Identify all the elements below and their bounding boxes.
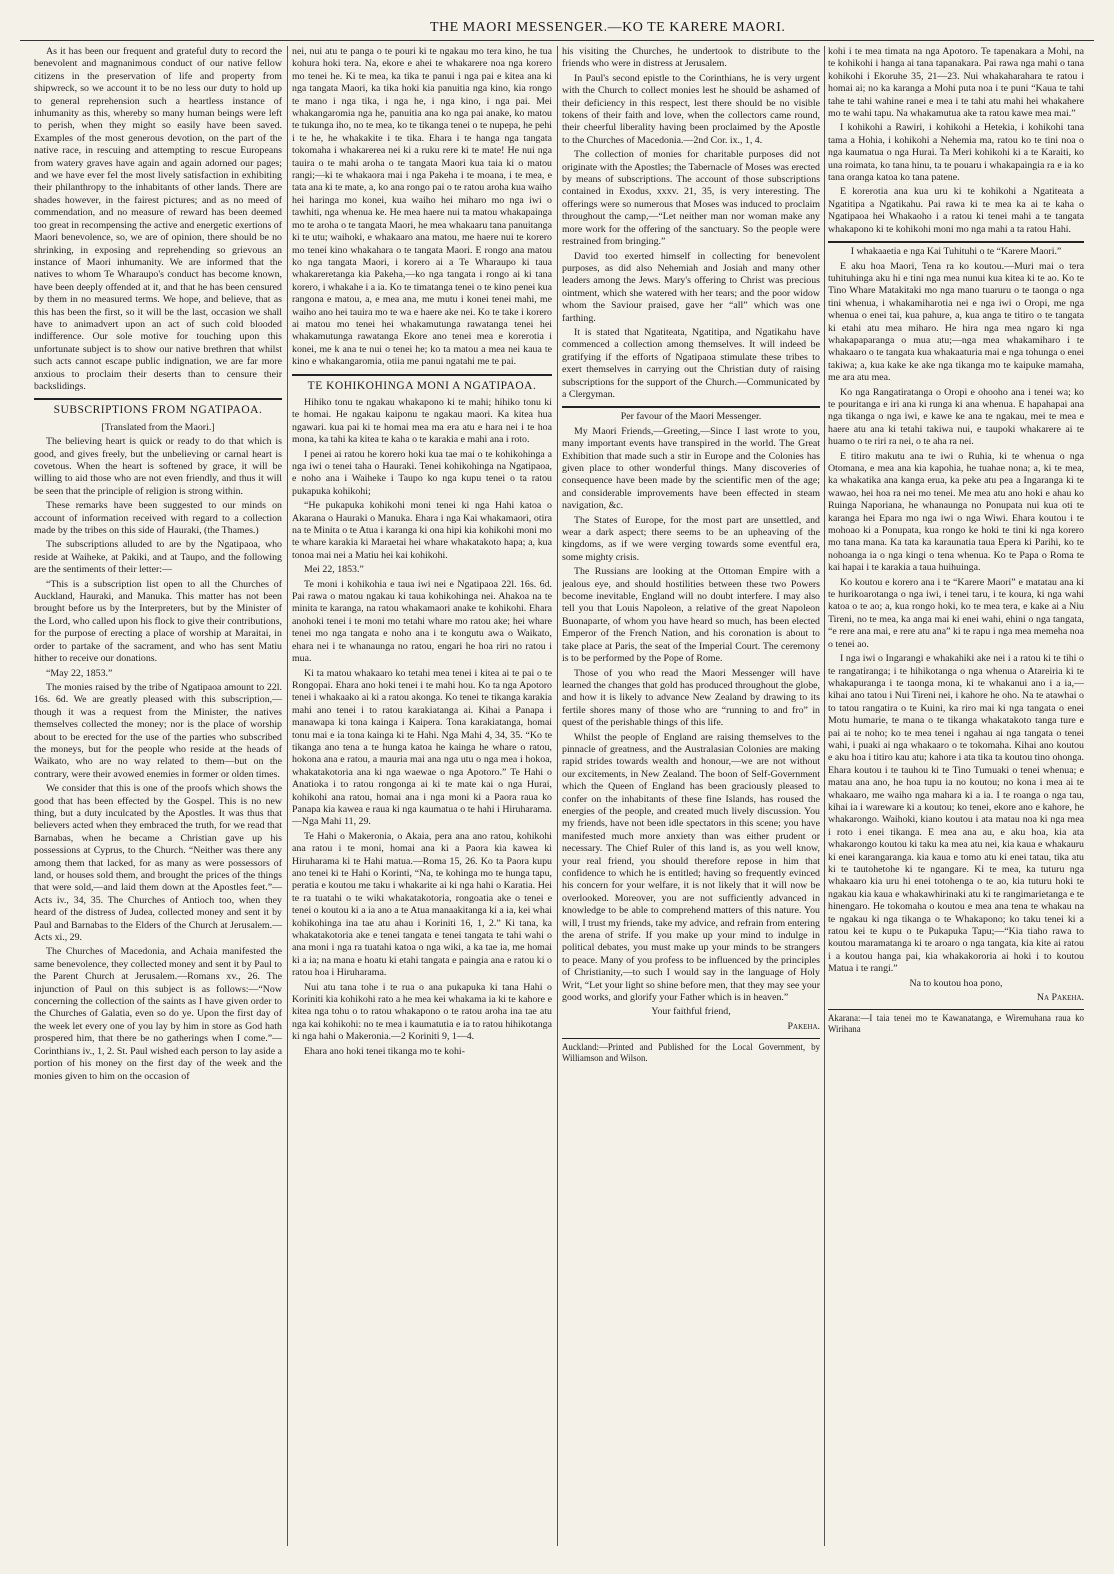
letter-closing: Your faithful friend, <box>651 1006 731 1018</box>
paragraph: The States of Europe, for the most part are unsettled, and wear a dark aspect; there seems to be an upheaving of the kingdoms, as if we were verging towards some eventful era, some mighty crisis. <box>562 514 820 563</box>
paragraph: The believing heart is quick or ready to do that which is good, and gives freely, but the unbelieving or carnal heart is covetous. When the heart is softened by grace, it will be willing to aid those who are not even friendly, and thus it will be seen that the principle of religion is strong within. <box>34 436 282 497</box>
paragraph: Nui atu tana tohe i te rua o ana pukapuka ki tana Hahi o Koriniti kia kohikohi rato a he mea kei whakama ia ki te kahore e kitea nga tohu o to ratou whakapono o te ratou aroha ina tae atu nga kai kohikohi: no te mea i kaumatutia e ia to ratou hihikotanga ki nga hahi o Makeronia.—2 Koriniti 9, 1—4. <box>292 981 552 1043</box>
paragraph: It is stated that Ngatiteata, Ngatitipa, and Ngatikahu have commenced a collection among themselves. It will indeed be gratifying if the efforts of Ngatipaoa stimulate these tribes to exert themselves in carrying out the Christian duty of raising subscriptions for the support of the Church.—Communicated by a Clergyman. <box>562 326 820 400</box>
paragraph: his visiting the Churches, he undertook to distribute to the friends who were in distress at Jerusalem. <box>562 46 820 70</box>
paragraph: The subscriptions alluded to are by the Ngatipaoa, who reside at Waiheke, at Pakiki, and at Taupo, and the following are the sentiments of their letter:— <box>34 539 282 576</box>
column-divider <box>557 46 558 1546</box>
column-4 <box>828 46 1084 1546</box>
quoted-letter: “He pukapuka kohikohi moni tenei ki nga Hahi katoa o Akarana o Hauraki o Manuka. Ehara i nga Kai whakamaori, otira na te Minita o te Atua i karanga ki ona hipi kia kohikohi moni mo te whare karakia ki Maraetai hei whare whakatakoto hapa; a, kua tonoa mai nei a Matiu hei kai kohikohi. <box>292 500 552 561</box>
quoted-letter: “This is a subscription list open to all the Churches of Auckland, Hauraki, and Manuka. This matter has not been brought before us by the Interpreters, but by the Minister of the Lord, who called upon his flock to give their contributions, for the purpose of erecting a place of worship at Maraitai, in order to partake of the sacrament, and who has sent Matiu hither to receive our donations. <box>34 578 282 665</box>
paragraph: As it has been our frequent and grateful duty to record the benevolent and magnanimous conduct of our native fellow citizens in the preservation of life and property from shipwreck, so we account it to be no less our duty to hold up to general reprehension such a heartless instance of inhumanity as this, whereby so many human beings were left to perish, when they might so easily have been saved. Examples of the most generous devotion, on the part of the native race, in rescuing and attempting to rescue Europeans from watery graves have again and again adorned our pages; and we have ever fel the most lively satisfaction in exhibiting their philanthropy to the inhabitants of other lands. There are shades however, in the fairest pictures; and as no meed of commendation, and no measure of reward has been deemed too great in recompensing the active and energetic exertions of Maori benevolence, so, we are of opinion, there should be no shrinking, in exposing and reprehending so grievous an instance of Maori inhumanity. We are informed that the natives to whom Te Wharaupo's conduct has become known, have been deeply offended at it, and that he has been censured by them in no measured terms. We hope, and believe, that as this has been the first, so it will be the last, occasion we shall have to animadvert upon an act of such cold blooded indifference. Our sole motive for touching upon this unfortunate subject is to show our native brethren that whilst such acts cannot escape public indignation, we are far more anxious to proclaim their deserts than to censure their backslidings. <box>34 46 282 392</box>
column-3 <box>562 46 820 1546</box>
paragraph: Te Hahi o Makeronia, o Akaia, pera ana ano ratou, kohikohi ana ratou i te moni, homai ana ki a Paora kia kawea ki Hiruharama ki te Hahi matua.—Roma 15, 26. Ko ta Paora kupu ano tenei ki te Hahi o Korinti, “Na, te kohinga mo te hunga tapu, peratia e koutou me taku i whakarite ai ki nga hahi o Karatia. Hei te ra tuatahi o te wiki whakatakotoria, rongoatia ake o tenei e tenei o koutou ki a ia ano a te Atua manaakitanga ki a ia, kei whai kohikohinga ina tae atu ahau i Koriniti 16, 1, 2.” Ki tana, ka whakatakotoria ake e tenei tangata e tenei tangata te tahi wahi o ana moni i nga ra tuatahi katoa o nga wiki, a ka tae ia, me homai ki a ia; na mana e hoatu ki etahi tangata e paingia ana e ratou ki o ratou hoa i Hiruharama. <box>292 830 552 979</box>
section-rule <box>34 398 282 400</box>
imprint: Auckland:—Printed and Published for the Local Government, by Williamson and Wilson. <box>562 1042 820 1064</box>
column-divider <box>824 46 825 1546</box>
paragraph: I penei ai ratou he korero hoki kua tae mai o te kohikohinga a nga iwi o tenei taha o Hauraki. Tenei kohikohinga na Ngatipaoa, e noho ana i Waiheke i Taupo ko nga kupu tenei o ta ratou pukapuka kohikohi; <box>292 448 552 497</box>
letter-closing: Na to koutou hoa pono, <box>909 977 1003 989</box>
paragraph: These remarks have been suggested to our minds on account of information received with regard to a collection made by the tribes on this side of Hauraki, (the Thames.) <box>34 500 282 537</box>
paragraph: We consider that this is one of the proofs which shows the good that has been effected by the Gospel. This is no new thing, but a duty inculcated by the Apostles. It was thus that believers acted when they embraced the truth, for we read that Barnabas, when he became a Christian gave up his possessions at Cyprus, to the Church. “Neither was there any among them that lacked, for as many as were possessors of land, or houses sold them, and brought the prices of the things that were sold,—and laid them down at the Apostles feet.”—Acts iv., 34, 35. The Churches of Antioch too, when they heard of the distress of Judea, collected money and sent it by Paul and Barnabas to the Elders of the Church at Jerusalem.—Acts xi., 29. <box>34 783 282 944</box>
paragraph: My Maori Friends,—Greeting,—Since I last wrote to you, many important events have transpired in the world. The Great Exhibition that made such a stir in Europe and the Colonies has given place to other wonderful things. Many discoveries of consequence have been made by the scientific men of the age; and considerable improvements have been effected in steam navigation, &c. <box>562 425 820 512</box>
column-2 <box>292 46 552 1546</box>
paragraph: Te moni i kohikohia e taua iwi nei e Ngatipaoa 22l. 16s. 6d. Pai rawa o matou ngakau ki taua kohikohinga nei. Ahakoa na te minita te karanga, na ratou whakamaori anake te kohikohi. Ehara anohoki tenei i te moni mo tetahi whare mo ratou ake; hei whare tenei mo nga tangata e noho ana i te kongutu awa o Waikato, ehara nei i te whanaunga no ratou, engari he hoa riri no ratou i mua. <box>292 578 552 665</box>
paragraph: Whilst the people of England are raising themselves to the pinnacle of greatness, and the Australasian Colonies are making rapid strides towards wealth and honour,—we are not without our excitements, in New Zealand. The boon of Self-Government which the Queen of England has been graciously pleased to confer on the inhabitants of these fine Islands, has roused the energies of the people, and created much lively discussion. You my friends, have not been idle spectators in this scene; you have manifested much more anxiety than was either prudent or necessary. The Chief Ruler of this land is, as you well know, your real friend, you should therefore repose in him that confidence to which he is entitled; having so frequently evinced his concern for your welfare, it is not likely that it will now be overlooked. Moreover, you are not sufficiently advanced in knowledge to be able to comprehend matters of this nature. You will, I trust my friends, take my advice, and refrain from entering the arena of strife. If you make up your mind to indulge in political debates, you must make up your minds to be strangers to peace. Many of you profess to be influenced by the principles of Christianity,—to such I would say in the language of Holy Writ, “Let your light so shine before men, that they may see your good works, and glorify your Father which is in heaven.” <box>562 731 820 1004</box>
signature: Pakeha. <box>787 1020 820 1032</box>
paragraph: I nga iwi o Ingarangi e whakahiki ake nei i a ratou ki te tihi o te rangatiranga; i te hihikotanga o nga whenua o Atareiria ki te whakapuranga i te taonga mona, ki te whakanui ano i a ia,—kihai ano tatou i Nui Tireni nei, i kahore he oho. Na te atawhai o to tatou rangatira o te Kuini, ka riro mai ki nga tangata o enei Motu humarie, te mana o te tikanga whakatakoto tanga ture e pai ai te noho; ko te mea tenei i ngahau ai nga tangata o tenei wahi, i puaki ai nga whakaaro o te tokomaha. Kihai ano koutou e aku hoa i titiro kau atu; kahore i ata tika ta koutou tino ohonga. Ehara koutou i te tauhou ki te Tino Tumuaki o tenei whenua; e matau ana ano, he hoa tupu ia no koutou; no kona i mea ai te whakaaro, me waiho nga mahara ki a ia. I te roanga o nga tau, kihai ia i wareware ki a koutou; ko tenei, ekore ano e kahore, he whakarongo. Waihoki, kiano koutou i ata matau noa ki nga mea i roto i enei tikanga. E mea ana au, e aku hoa, kia ata whakarongo koutou ki taku ka mea atu nei, kia kaua e whakauru ki enei karangaranga. kia kaua e tomo atu ki enei tatau, tika atu ki te tautohetohe ki te ngangare. Ki te mea, ka tuturu nga whakaaro kia uru hi enei totohenga o te ao, kia tuturu hoki te ngakau kia kaua e whakawhirinaki atu ki te rangimarietanga e te hinengaro. He tokomaha o koutou e mea ana tena te whakau na te ngakau ki nga tikanga o te Whakapono; ko taku tenei ki a ratou kei te kupu o te Pukapuka Tapu;—“Kia tiaho rawa to koutou maramatanga ki te aroaro o nga tangata, kia kite ai ratou i a koutou hanga pai, kia whakakororia ai hoki i to koutou Matua i te rangi.” <box>828 653 1084 975</box>
paragraph: E aku hoa Maori, Tena ra ko koutou.—Muri mai o tera tuhituhinga aku hi e tini nga mea nunui kua kitea ki te ao. Ko te Tino Whare Matakitaki mo nga mano tuaruru o te taonga o nga tini whenua, i whakamiharotia nei e nga iwi o Oropi, me nga whenua o enei tai, kua pahure, a, kua anga te titiro o te tangata ki etahi atu mea miharo. He hira nga mea ngaro ki nga whakapaparanga o mua atu;—nga mea whakamiharo i te whakaaro o te tangata kua whakaaturia mai e nga tohunga o enei takiwa; a, kua kake ke ake nga tikanga mo te kaipuke mamaha, me ara atu mea. <box>828 260 1084 384</box>
column-divider <box>287 46 288 1546</box>
paragraph: Ko nga Rangatiratanga o Oropi e ohooho ana i tenei wa; ko te pouritanga e iri ana ki runga ki ana whenua. E hapahapai ana nga tikanga o nga iwi, e kawe ke ana te ngakau, mei te mea e haere atu ana ki tetahi takiwa nui, e taupoki whakarere ai te huamo o te riri ra nei, o te aha ra nei. <box>828 386 1084 448</box>
paragraph: Ki ta matou whakaaro ko tetahi mea tenei i kitea ai te pai o te Rongopai. Ehara ano hoki tenei i te mahi hou. Ko ta nga Apotoro tenei i whakaako ai ki a ratou akonga. Ko tenei te tikanga karakia mahi ano tenei i to ratou karakiatanga ai. Kihai a Panapa i manawapa ki tona kainga i Kaipera. Tona karakiatanga, homai tonu mai e ia tona kainga ki te Hahi. Nga Mahi 4, 34, 35. “Ko te tikanga ano tena a te hunga katoa he kainga he whare o ratou, hokona ana e ratou, a mauria mai ana nga utu o nga mea i hokoa, whakatakotoria ana ki nga waewae o nga Apotoro.” Te Hahi o Anatioka i to ratou rongonga ai ki te mate kai o nga Hurai, kohikohi ana ratou, homai ana i nga moni ki a Paora raua ko Panapa kia kawea e raua ki nga kaumatua o te hahi i Hiruharama.—Nga Mahi 11, 29. <box>292 667 552 828</box>
paragraph: I kohikohi a Rawiri, i kohikohi a Hetekia, i kohikohi tana tama a Hohia, i kohikohi a Nehemia ma, ratou ko te tini noa o nga kaumatua o nga Hurai. Ta Meri kohikohi ki a te Karaiti, ko una roimata, ko tana hinu, ta te pouaru i whakapaingia ra e ia ko tana oranga katoa ko tana patene. <box>828 122 1084 184</box>
paragraph: Ehara ano hoki tenei tikanga mo te kohi- <box>304 1045 465 1057</box>
letter-date: Mei 22, 1853.” <box>304 564 364 576</box>
section-heading: TE KOHIKOHINGA MONI A NGATIPAOA. <box>307 379 537 392</box>
paragraph: E korerotia ana kua uru ki te kohikohi a Ngatiteata a Ngatitipa a Ngatikahu. Pai rawa ki te mea ka ai te kaha o Ngatipaoa hei Whakaoho i a ratou ki tenei mahi a te tangata whakapono ki te kohikohi moni mo nga mahi a ta ratou Hahi. <box>828 186 1084 235</box>
masthead: THE MAORI MESSENGER.—KO TE KARERE MAORI. <box>430 20 786 35</box>
paragraph: nei, nui atu te panga o te pouri ki te ngakau mo tera kino, he tua kohura hoki tera. Na, ekore e ahei te whakarere noa nga korero mo tenei he. Ki te mea, ka tika te panui i nga pai e kitea ana ki nga tangata Maori, ka tika hoki kia panuitia nga kino, kia rongo te mano i nga tika, i nga he, i nga kino, i nga pai. Mei whakangaromia nga he, panuitia ana ko nga pai anake, ko matou te tukunga iho, no te mea, ko te tikanga tenei o te nupepa, he pehi i te he, he whakakite i te tika. Ehara i te hanga nga tangata tokomaha i whakarerea nei ki a ruku rere ki te mate! He nui nga tauira o te mahi aroha o te tangata Maori kua taia ki o matou rangi;—ki te whakaora mai i nga Pakeha i te moana, i te mea, e tata ana ki te mate, a, ko ana rongo pai o te ratou aroha kua waiho hei haringa mo konei, kua waiho hei miharo mo nga iwi o tawhiti, nga whenua ke. He mea haere nui ta matou whakapainga mo te aroha o te tangata Maori, he mea whakaaru tana panuitanga ki te utu; waihoki, e whakaaro ana matou, me haere nui te korero mo tenei kino whakahara o te tangata Maori. E rongo ana matou ko nga tangata Maori, i korero ai a Te Wharaupo ki taua whakareretanga kia Pakeha,—ko nga tangata i rongo ai ki tana korero, i whakahe i a ia. Ko te timatanga tenei o te kino penei kua rangona e matou, a, e mea ana, me mutu i konei tenei mahi, me waiho ano hei tauira mo te wa e haere ake nei. Ko te take i korero ai matou mo tenei hei whakamutunga rawatanga tenei hei whakamutunga rawatanga Ekore ano tenei mea e korerotia i konei, me k ana te nui o tenei he; ko ta matou a mea nei kaua te kino e whakangaromia, otiia me panui ngatahi me te pai. <box>292 46 552 368</box>
header-rule <box>20 40 1094 41</box>
paragraph: The Churches of Macedonia, and Achaia manifested the same benevolence, they collected money and sent it by Paul to the Parent Church at Jerusalem.—Romans xv., 26. The injunction of Paul on this subject is as follows:—“Now concerning the collection of the saints as I have given order to the Churches of Galatia, even so do ye. Upon the first day of the week let every one of you lay by him in store as God hath prospered him, that there be no gatherings when I come.”—Corinthians iv., 1, 2. St. Paul wished each person to lay aside a portion of his money on the first day of the week and the monies given to him on the occasion of <box>34 946 282 1082</box>
translation-note: [Translated from the Maori.] <box>101 421 215 433</box>
paragraph: Hihiko tonu te ngakau whakapono ki te mahi; hihiko tonu ki te homai. He ngakau kaiponu te ngakau maori. Ka kitea hua ngawari. kua pai ki te homai mea ma era atu e hara nei i te hoa mona, ka tahi ka kitea te kaha o te karakia e mahi ana i roto. <box>292 396 552 446</box>
paragraph: In Paul's second epistle to the Corinthians, he is very urgent with the Church to collect monies lest he should be ashamed of their deficiency in this respect, lest there should be no visible tokens of their faith and love, when the collectors came round, their cheerful liberality having been proclaimed by the Apostle to the Churches of Macedonia.—2nd Cor. ix., 1, 4. <box>562 72 820 146</box>
section-rule <box>562 1038 820 1039</box>
section-rule <box>292 374 552 376</box>
paragraph: The Russians are looking at the Ottoman Empire with a jealous eye, and should hostilities between these two Powers become inevitable, England will no doubt interfere. I may also tell you that Louis Napoleon, a relative of the great Napoleon Buonaparte, of whom you have heard so much, has been elected Emperor of the French Nation, and his coronation is about to take place at Paris, the seat of the Imperial Court. The ceremony is to be performed by the Pope of Rome. <box>562 566 820 665</box>
paragraph: kohi i te mea timata na nga Apotoro. Te tapenakara a Mohi, na te kohikohi i hanga ai tana tapanakara. Pai rawa nga mahi o tana kohikohi i Ekoruhe 35, 21—23. Nui whakaharahara te ratou i homai ai; no ka karanga a Mohi puta noa i te puni “Kaua te tahi tahe te tahi wahine ranei e mea i te tahi atu mahi hei whakahere mo te wahi tapu. Na whakamutua ake ta ratou kawe mea mai.” <box>828 46 1084 120</box>
paragraph: E titiro makutu ana te iwi o Ruhia, ki te whenua o nga Otomana, e mea ana kia kapohia, he tuahae nona; a, ki te mea, ka whakatika ana kanga erua, ka peke atu pea a Ingaranga ki te wawao, hei hoa ra nei mo tenei. Me mea atu ano hoki e ahau ko Ruinga Naporiana, he whanaunga no Ponupata nui kua oti te karanga hei Epara mo nga iwi o nga Wiwi. Ehara koutou i te mohoao ki a Ponupata, kua rongo ke hoki te tini ki nga korero mo tana mana. Ka tata ka karaunatia taua Epera ki Parihi, ko te nohoanga ia o nga kingi o tena whenua. Ko te Papa o Roma te kai hapai i te karakia a taua huihuinga. <box>828 450 1084 574</box>
section-heading: Per favour of the Maori Messenger. <box>620 411 762 423</box>
letter-date: “May 22, 1853.” <box>46 667 113 679</box>
signature: Na Pakeha. <box>1036 992 1084 1004</box>
section-rule <box>828 241 1084 243</box>
column-1 <box>34 46 282 1546</box>
section-rule <box>562 406 820 408</box>
section-heading: I whakaaetia e nga Kai Tuhituhi o te “Karere Maori.” <box>850 246 1062 258</box>
paragraph: David too exerted himself in collecting for benevolent purposes, as did also Nehemiah and Josiah and many other leaders among the Jews. Mary's offering to Christ was precious ointment, which she watered with her tears; and the poor widow whom the Saviour praised, gave her “all” which was one farthing. <box>562 250 820 324</box>
paragraph: Ko koutou e korero ana i te “Karere Maori” e matatau ana ki te hurikoarotanga o nga iwi, i tenei taru, i te koura, ki nga wahi katoa o te ao; a, kua rongo hoki, ko te mea tera, e kake ai a Niu Tireni, no te mea, ka anga mai ki enei wahi, ehini o nga tangata, “e rere ana mai, e rere atu ana” ki te rapu i nga mea memeha noa o tenei ao. <box>828 576 1084 650</box>
paragraph: Those of you who read the Maori Messenger will have learned the changes that gold has produced throughout the globe, and how it is likely to advance New Zealand by drawing to its fertile shores many of those who are “running to and fro” in quest of the perishable things of this life. <box>562 667 820 729</box>
section-heading: SUBSCRIPTIONS FROM NGATIPAOA. <box>53 404 263 417</box>
paragraph: The collection of monies for charitable purposes did not originate with the Apostles; the Tabernacle of Moses was erected by means of subscriptions. The account of those subscriptions contained in Exodus, xxxv. 21, 35, is very interesting. The offerings were so numerous that Moses was induced to proclaim throughout the camp,—“Let neither man nor woman make any more work for the offering of the sanctuary. So the people were restrained from bringing.” <box>562 149 820 248</box>
section-rule <box>828 1009 1084 1010</box>
imprint: Akarana:—I taia tenei mo te Kawanatanga, e Wiremuhana raua ko Wirihana <box>828 1013 1084 1035</box>
paragraph: The monies raised by the tribe of Ngatipaoa amount to 22l. 16s. 6d. We are greatly pleased with this subscription,—though it was a request from the Minister, the natives themselves collected the money; nor is the place of worship about to be erected for the use of the parties who subscribed the moneys, but for the people who reside at the heads of Waikato, who are no way related to them—but on the contrary, were their avowed enemies in former or olden times. <box>34 681 282 780</box>
